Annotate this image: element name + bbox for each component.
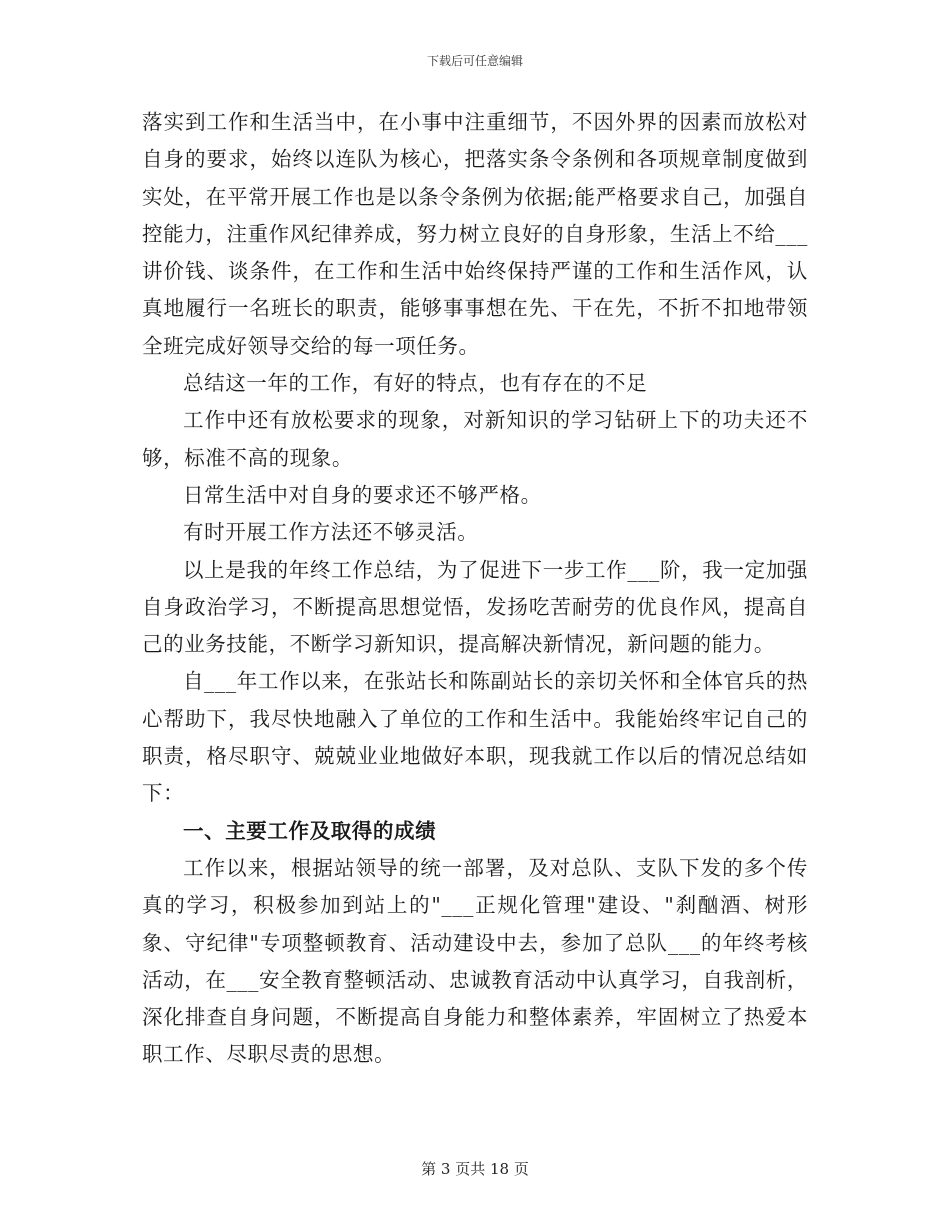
page-header: 下载后可任意编辑 bbox=[426, 54, 523, 68]
paragraph-new-intro: 自___年工作以来，在张站长和陈副站长的亲切关怀和全体官兵的热心帮助下，我尽快地融入了单位的工作和生活中。我能始终牢记自己的职责，格尽职守、兢兢业业地做好本职，现我就工作以后的情况总结如下： bbox=[142, 669, 808, 806]
paragraph-shortcoming-1: 工作中还有放松要求的现象，对新知识的学习钻研上下的功夫还不够，标准不高的现象。 bbox=[142, 408, 808, 470]
paragraph-shortcoming-3: 有时开展工作方法还不够灵活。 bbox=[183, 520, 479, 545]
page-number-footer: 第 3 页共 18 页 bbox=[421, 1160, 529, 1178]
paragraph-shortcoming-2: 日常生活中对自身的要求还不够严格。 bbox=[183, 482, 542, 507]
paragraph-summary-intro: 总结这一年的工作，有好的特点，也有存在的不足 bbox=[183, 371, 648, 396]
document-body bbox=[142, 104, 808, 1074]
paragraph-main-work: 工作以来，根据站领导的统一部署，及对总队、支队下发的多个传真的学习，积极参加到站上的"___正规化管理"建设、"刹酗酒、树形象、守纪律"专项整顿教育、活动建设中去，参加了总队___的年终考核活动，在___安全教育整顿活动、忠诚教育活动中认真学习，自我剖析，深化排查自身问题，不断提高自身能力和整体素养，牢固树立了热爱本职工作、尽职尽责的思想。 bbox=[142, 855, 808, 1067]
section-heading: 一、主要工作及取得的成绩 bbox=[183, 818, 437, 843]
paragraph-continued: 落实到工作和生活当中，在小事中注重细节，不因外界的因素而放松对自身的要求，始终以连队为核心，把落实条令条例和各项规章制度做到实处，在平常开展工作也是以条令条例为依据;能严格要求自己，加强自控能力，注重作风纪律养成，努力树立良好的自身形象，生活上不给___讲价钱、谈条件，在工作和生活中始终保持严谨的工作和生活作风，认真地履行一名班长的职责，能够事事想在先、干在先，不折不扣地带领全班完成好领导交给的每一项任务。 bbox=[142, 110, 808, 358]
paragraph-conclusion: 以上是我的年终工作总结，为了促进下一步工作___阶，我一定加强自身政治学习，不断提高思想觉悟，发扬吃苦耐劳的优良作风，提高自己的业务技能，不断学习新知识，提高解决新情况，新问题的能力。 bbox=[142, 557, 808, 657]
